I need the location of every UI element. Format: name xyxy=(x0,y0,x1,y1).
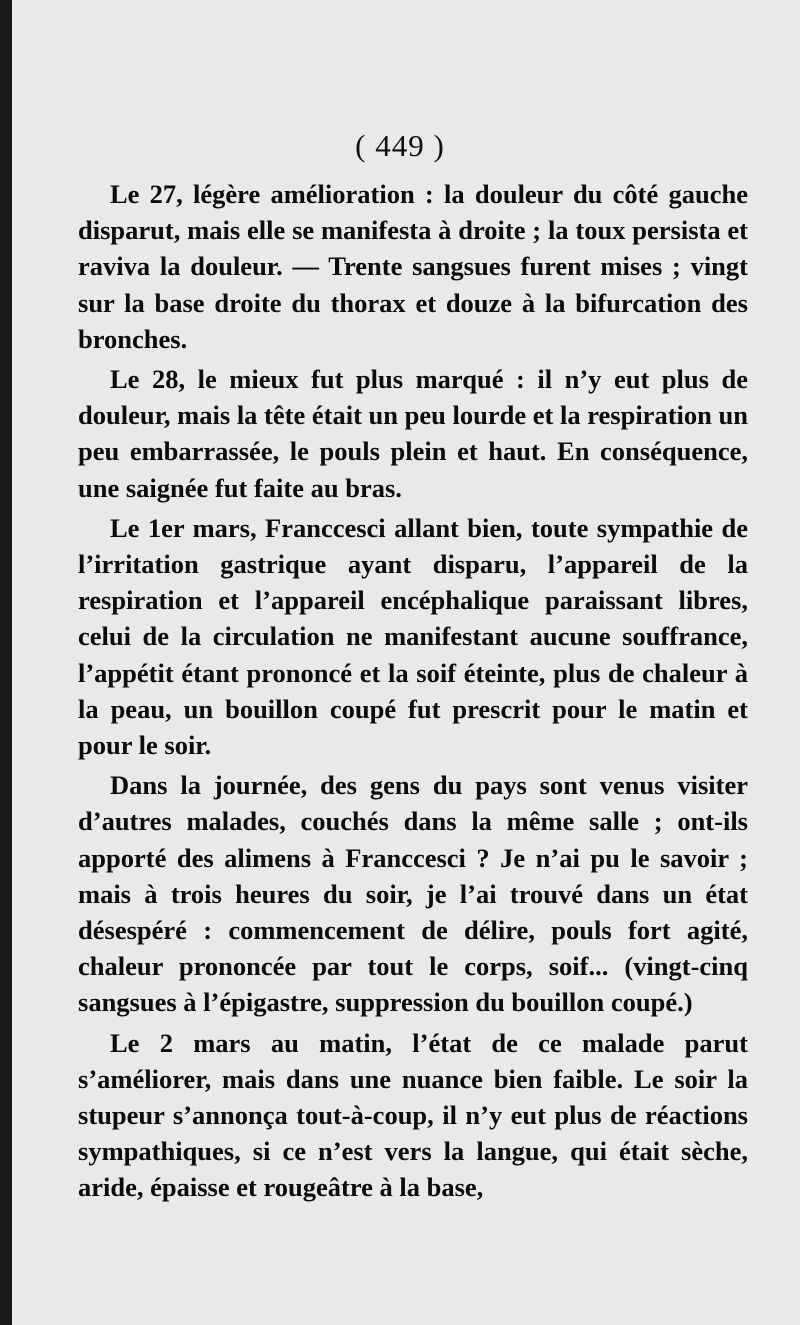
paragraph-2: Le 28, le mieux fut plus marqué : il n’y eut plus de douleur, mais la tête était un peu lourde et la respiration un peu embarrassée, le pouls plein et haut. En conséquence, une saignée fut faite au bras. xyxy=(78,364,748,503)
paragraph-1: Le 27, légère amélioration : la douleur du côté gauche disparut, mais elle se manifesta à droite ; la toux persista et raviva la douleur. — Trente sangsues furent mises ; vingt sur la base droite du thorax et douze à la bifurcation des bronches. xyxy=(78,179,748,354)
body-text xyxy=(78,176,748,1206)
page-number: ( 449 ) xyxy=(355,128,445,163)
paragraph-4: Dans la journée, des gens du pays sont venus visiter d’autres malades, couchés dans la même salle ; ont-ils apporté des alimens à Franccesci ? Je n’ai pu le savoir ; mais à trois heures du soir, je l’ai trouvé dans un état désespéré : commencement de délire, pouls fort agité, chaleur prononcée par tout le corps, soif... (vingt-cinq sangsues à l’épigastre, suppression du bouillon coupé.) xyxy=(78,770,748,1018)
paragraph-5: Le 2 mars au matin, l’état de ce malade parut s’améliorer, mais dans une nuance bien faible. Le soir la stupeur s’annonça tout-à-coup, il n’y eut plus de réactions sympathiques, si ce n’est vers la langue, qui était sèche, aride, épaisse et rougeâtre à la base, xyxy=(78,1027,748,1203)
paragraph-3: Le 1er mars, Franccesci allant bien, toute sympathie de l’irritation gastrique ayant disparu, l’appareil de la respiration et l’appareil encéphalique paraissant libres, celui de la circulation ne manifestant aucune souffrance, l’appétit étant prononcé et la soif éteinte, plus de chaleur à la peau, un bouillon coupé fut prescrit pour le matin et pour le soir. xyxy=(78,512,748,761)
